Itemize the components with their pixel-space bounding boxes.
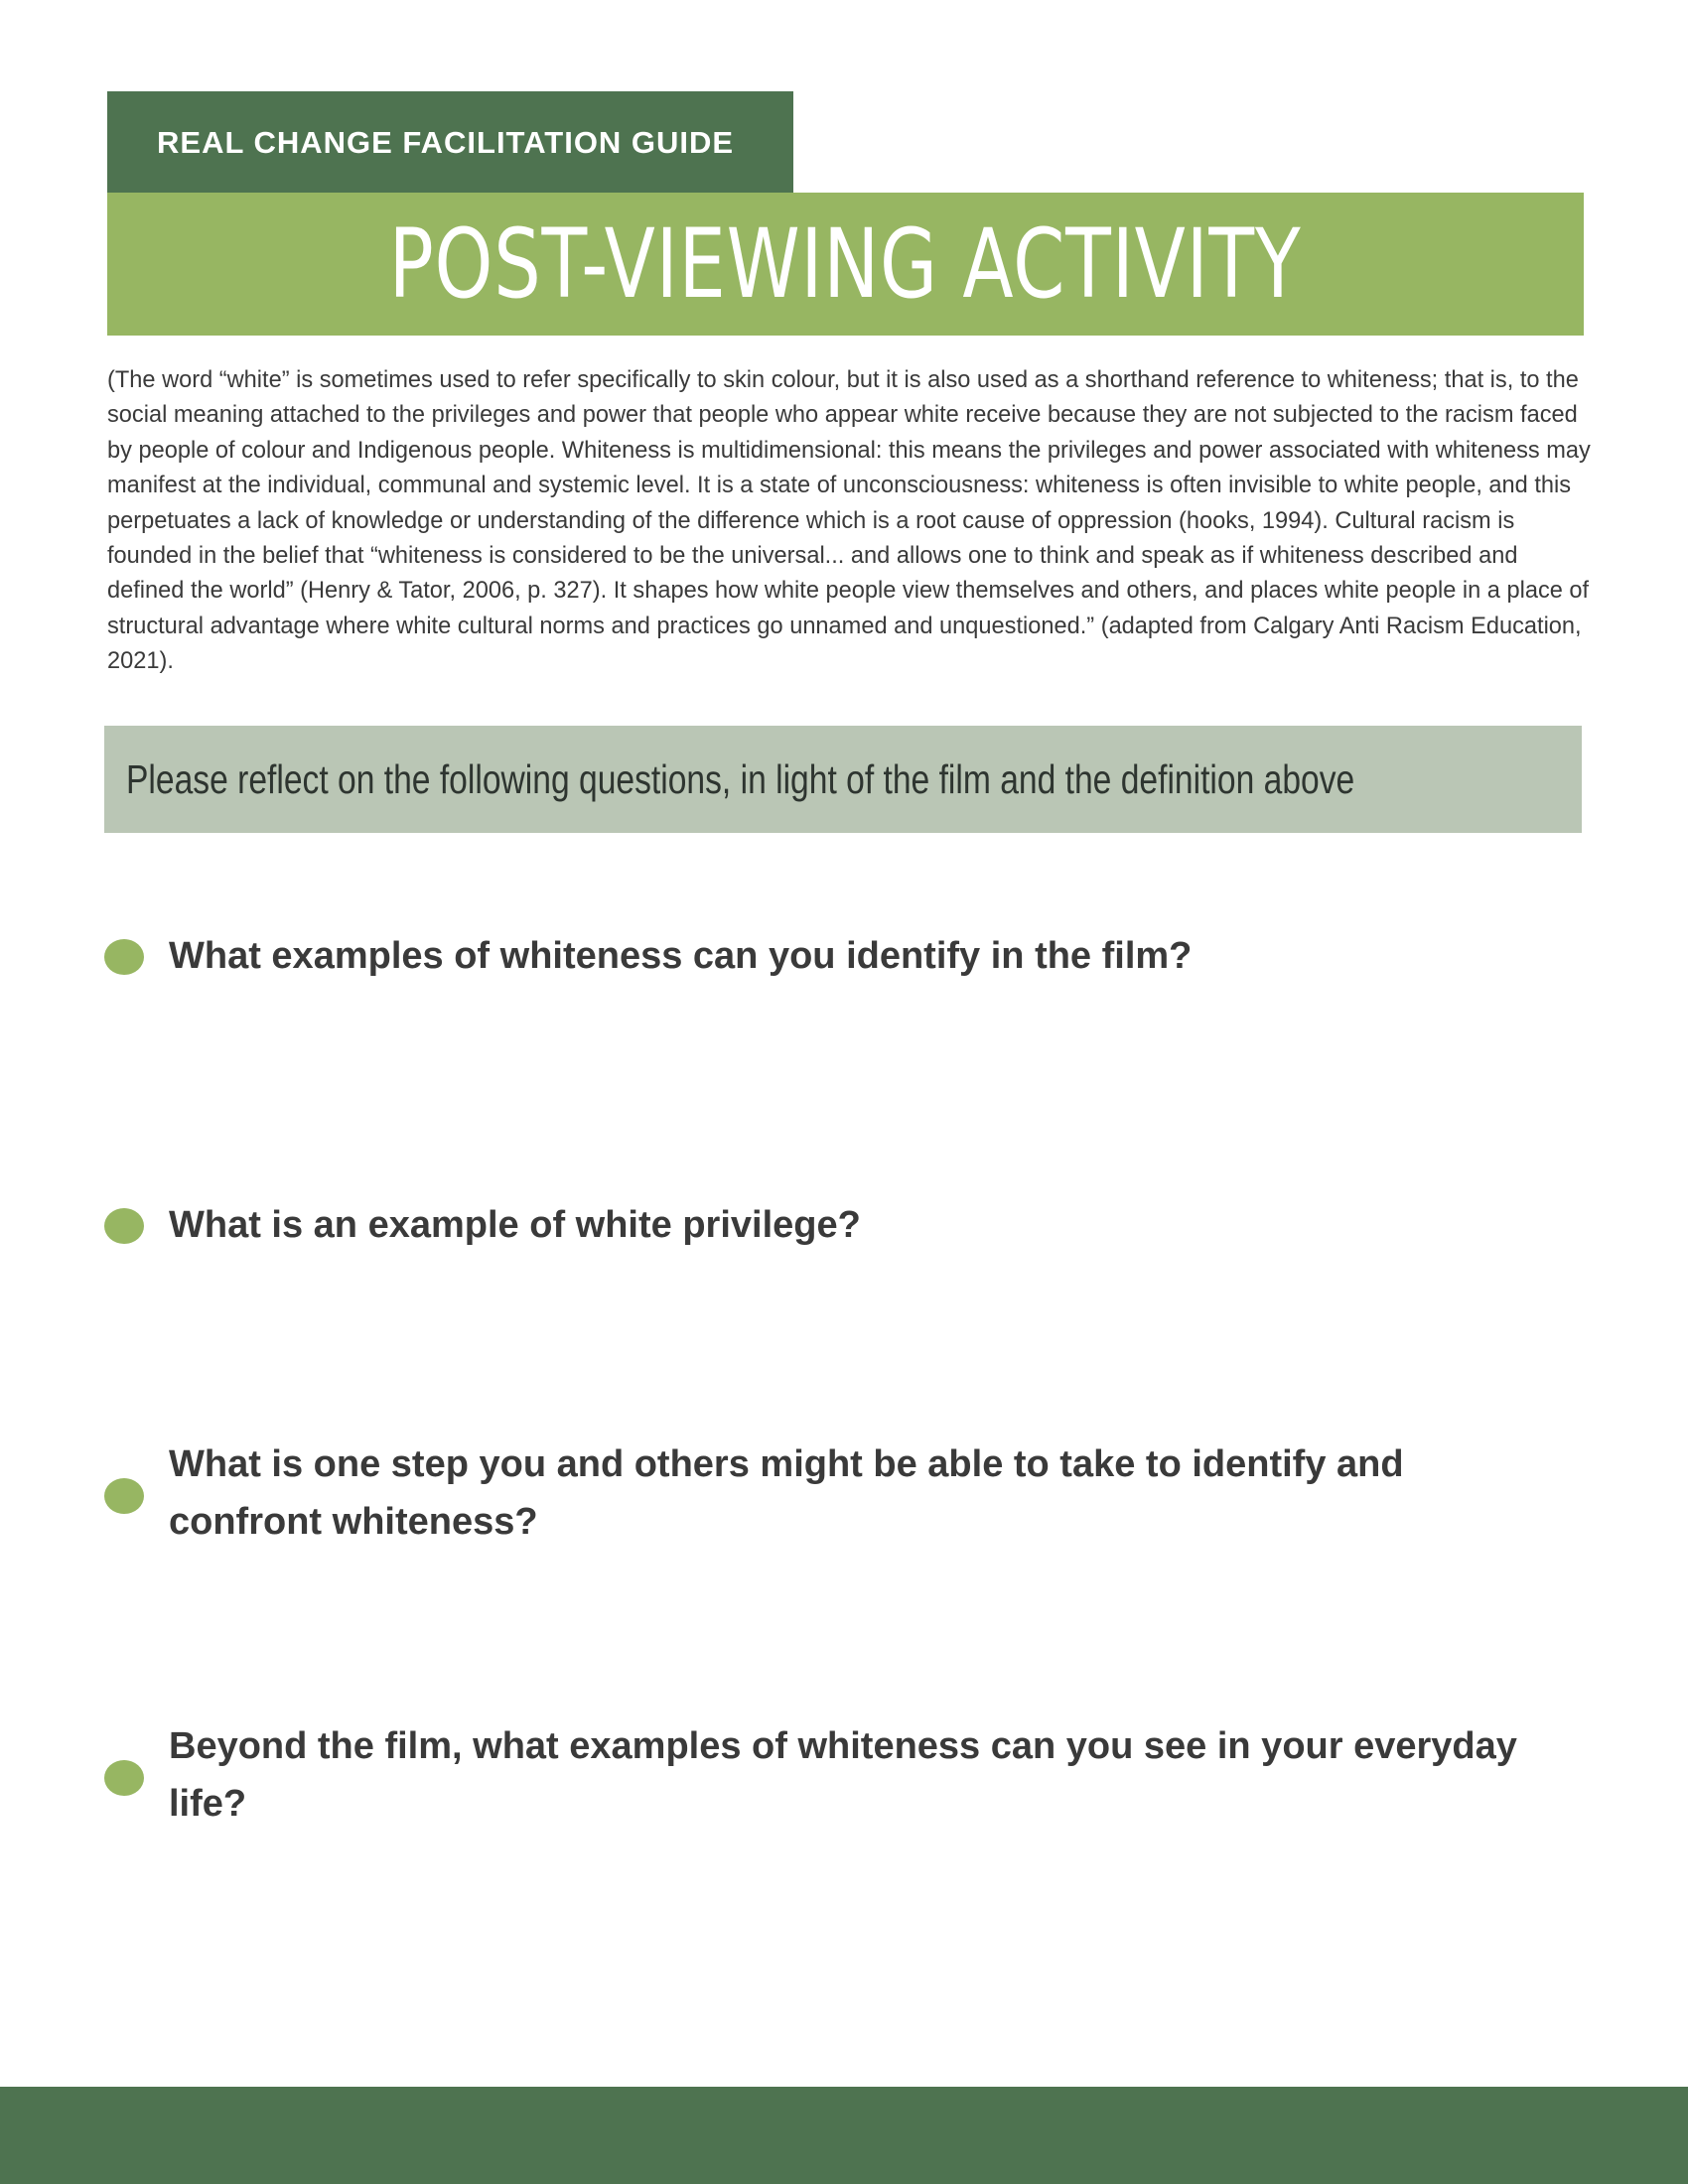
bullet-dot-icon: [104, 939, 144, 975]
reflect-prompt-banner: [104, 726, 1582, 833]
bullet-dot-icon: [104, 1208, 144, 1244]
page-title-banner: [107, 193, 1584, 336]
question-text: What examples of whiteness can you identify in the film?: [169, 935, 1193, 977]
intro-paragraph: (The word “white” is sometimes used to refer specifically to skin colour, but it is also used as a shorthand reference to whiteness; that is, to the social meaning attached to the privileges and power that people who appear white receive because they are not subjected to the racism faced by people of colour and Indigenous people. Whiteness is multidimensional: this means the privileges and power associated with whiteness may manifest at the individual, communal and systemic level. It is a state of unconsciousness: whiteness is often invisible to white people, and this perpetuates a lack of knowledge or understanding of the difference which is a root cause of oppression (hooks, 1994). Cultural racism is founded in the belief that “whiteness is considered to be the universal... and allows one to think and speak as if whiteness described and defined the world” (Henry & Tator, 2006, p. 327). It shapes how white people view themselves and others, and places white people in a place of structural advantage where white cultural norms and practices go unnamed and unquestioned.” (adapted from Calgary Anti Racism Education, 2021).: [107, 367, 1591, 675]
guide-label: REAL CHANGE FACILITATION GUIDE: [157, 124, 735, 160]
bullet-dot-icon: [104, 1478, 144, 1514]
question-text: What is an example of white privilege?: [169, 1204, 861, 1246]
bullet-dot-icon: [104, 1760, 144, 1796]
reflect-prompt: Please reflect on the following questions, in light of the film and the definition above: [126, 755, 1355, 802]
page-title: POST-VIEWING ACTIVITY: [389, 208, 1302, 320]
footer-bar: [0, 2087, 1688, 2184]
guide-label-tab: [107, 91, 793, 194]
question-text: Beyond the film, what examples of whiteness can you see in your everyday life?: [169, 1725, 1517, 1825]
question-text: What is one step you and others might be able to take to identify and confront whiteness?: [169, 1443, 1404, 1543]
